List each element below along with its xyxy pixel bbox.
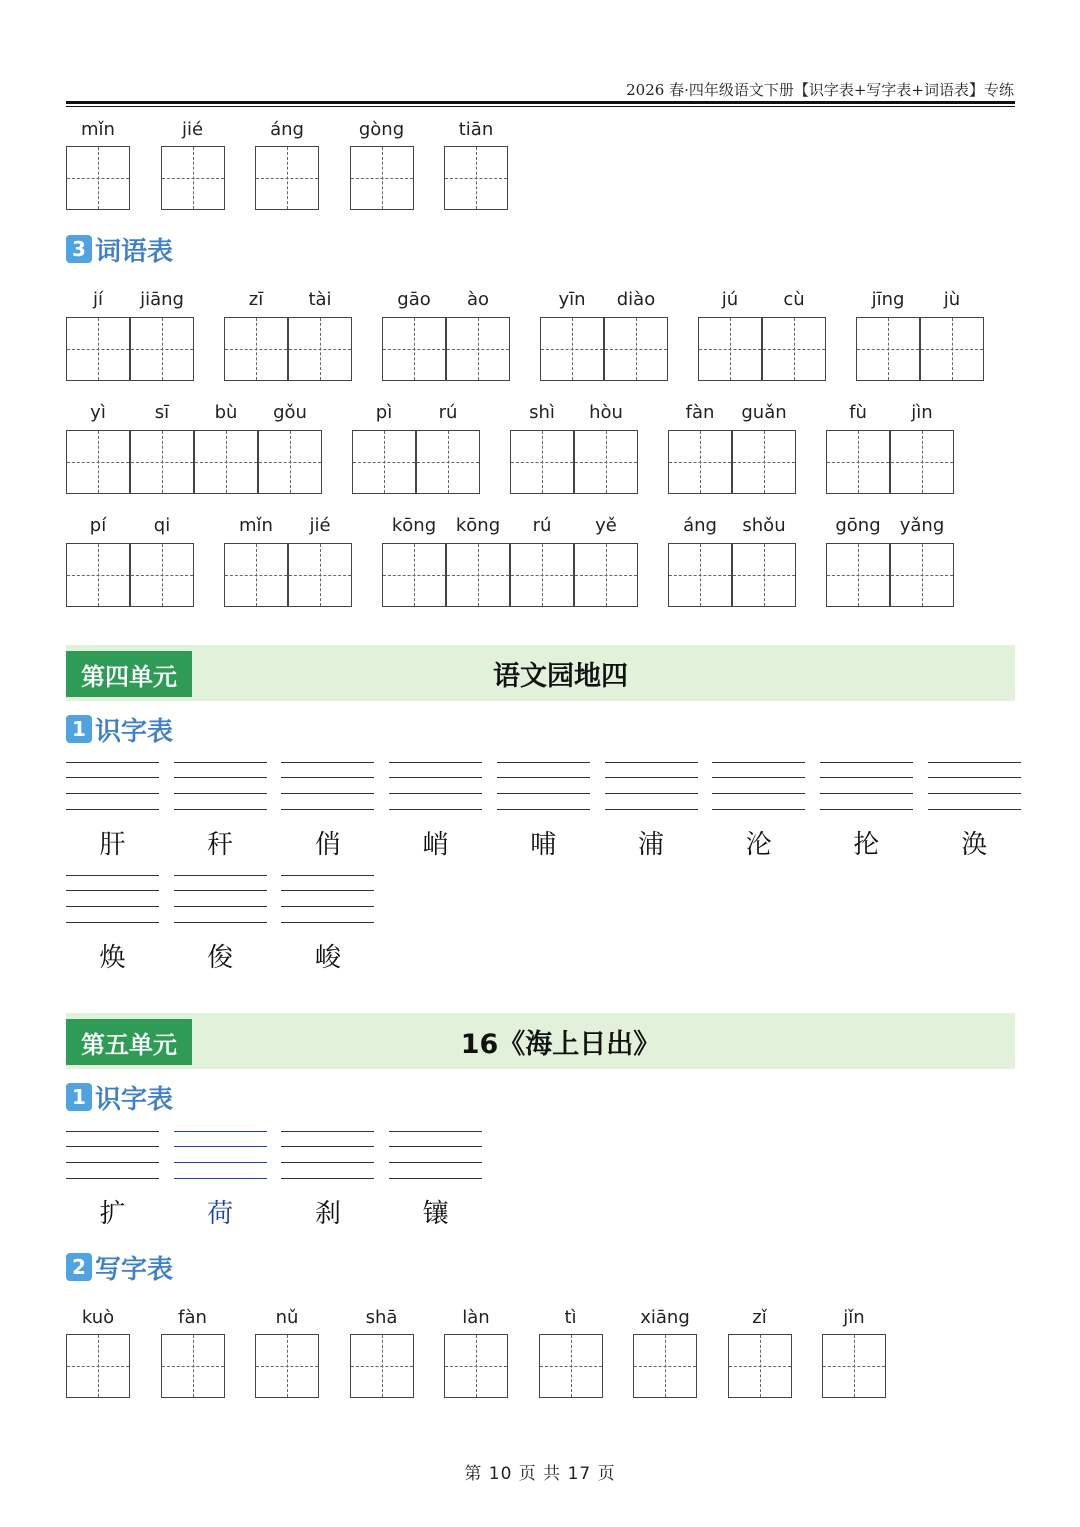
pinyin-label: bù (214, 402, 238, 423)
writing-box (890, 543, 954, 607)
pinyin-label: jiāng (140, 289, 184, 310)
writing-box (288, 543, 352, 607)
pinyin-label: làn (462, 1307, 490, 1328)
writing-box (130, 543, 194, 607)
writing-box (255, 1334, 319, 1398)
writing-box (446, 317, 510, 381)
pinyin-label: xiāng (640, 1307, 690, 1328)
pinyin-label: yǎng (899, 515, 945, 536)
pinyin-label: qi (153, 515, 171, 536)
pinyin-label: gòng (358, 119, 405, 140)
hanzi-char: 镶 (422, 1199, 449, 1229)
pinyin-label: mǐn (81, 119, 115, 140)
writing-box (732, 430, 796, 494)
writing-box (826, 543, 890, 607)
writing-box (350, 146, 414, 210)
pinyin-label: jǐn (843, 1307, 865, 1328)
writing-box (732, 543, 796, 607)
pinyin-label: áng (270, 119, 304, 140)
writing-box (66, 430, 130, 494)
hanzi-char: 峭 (422, 830, 449, 860)
section-heading-shizi-4 (66, 714, 174, 747)
pinyin-label: yě (595, 515, 617, 536)
pinyin-label: tài (308, 289, 332, 310)
unit-tag: 第五单元 (66, 1019, 192, 1065)
hanzi-char: 沦 (745, 830, 772, 860)
hanzi-char: 刹 (314, 1199, 341, 1229)
pinyin-label: áng (683, 515, 717, 536)
hanzi-char: 峻 (314, 943, 341, 973)
section-number-badge: 1 (66, 715, 92, 743)
pinyin-label: gǒu (273, 402, 307, 423)
hanzi-char: 浦 (637, 830, 664, 860)
writing-box (224, 543, 288, 607)
hanzi-char: 涣 (961, 830, 988, 860)
section-label: 识字表 (95, 716, 174, 747)
section-heading-ciyu (66, 234, 174, 267)
writing-box (224, 317, 288, 381)
pinyin-label: yì (90, 402, 106, 423)
writing-box (668, 543, 732, 607)
writing-box (890, 430, 954, 494)
writing-box (574, 543, 638, 607)
pinyin-label: sī (154, 402, 170, 423)
unit-tag: 第四单元 (66, 651, 192, 697)
writing-box (446, 543, 510, 607)
unit-title: 语文园地四 (493, 660, 628, 692)
writing-box (668, 430, 732, 494)
document-header-title: 2026 春·四年级语文下册【识字表+写字表+词语表】专练 (626, 81, 1014, 99)
pinyin-label: nǔ (275, 1307, 299, 1328)
pinyin-label: mǐn (239, 515, 273, 536)
pinyin-label: tiān (458, 119, 494, 140)
pinyin-label: jù (943, 289, 961, 310)
hanzi-char: 扩 (99, 1199, 126, 1229)
pinyin-lines (281, 875, 374, 923)
writing-box (66, 1334, 130, 1398)
section-label: 写字表 (95, 1254, 174, 1285)
pinyin-label: jìn (911, 402, 933, 423)
pinyin-label: jīng (871, 289, 905, 310)
section-label: 词语表 (95, 236, 174, 267)
pinyin-label: tì (564, 1307, 577, 1328)
pinyin-lines (66, 875, 159, 923)
pinyin-label: kuò (81, 1307, 115, 1328)
pinyin-label: ào (466, 289, 490, 310)
pinyin-lines (174, 762, 267, 810)
hanzi-char: 肝 (99, 830, 126, 860)
pinyin-lines (820, 762, 913, 810)
pinyin-label: zī (248, 289, 264, 310)
writing-box (826, 430, 890, 494)
section-label: 识字表 (95, 1084, 174, 1115)
pinyin-label: jié (309, 515, 331, 536)
writing-box (416, 430, 480, 494)
pinyin-label: diào (616, 289, 656, 310)
writing-box (728, 1334, 792, 1398)
writing-box (161, 1334, 225, 1398)
writing-box (444, 146, 508, 210)
writing-box (352, 430, 416, 494)
pinyin-lines (497, 762, 590, 810)
header-rule-thin (66, 106, 1015, 107)
unit-banner-4 (66, 645, 1015, 701)
pinyin-lines (389, 1131, 482, 1179)
writing-box (540, 317, 604, 381)
pinyin-lines (712, 762, 805, 810)
hanzi-char: 俊 (207, 943, 234, 973)
pinyin-label: shì (529, 402, 555, 423)
writing-box (762, 317, 826, 381)
pinyin-label: zǐ (752, 1307, 767, 1328)
writing-box (510, 543, 574, 607)
pinyin-label: fàn (178, 1307, 207, 1328)
writing-box (130, 430, 194, 494)
pinyin-label: yīn (558, 289, 586, 310)
hanzi-char: 俏 (314, 830, 341, 860)
writing-box (510, 430, 574, 494)
hanzi-char: 焕 (99, 943, 126, 973)
unit-title: 16《海上日出》 (460, 1028, 661, 1060)
pinyin-label: shǒu (742, 515, 786, 536)
pinyin-label: kōng (391, 515, 437, 536)
writing-box (161, 146, 225, 210)
pinyin-lines (66, 762, 159, 810)
hanzi-char: 哺 (530, 830, 557, 860)
pinyin-lines (928, 762, 1021, 810)
writing-box (382, 317, 446, 381)
writing-box (604, 317, 668, 381)
pinyin-label: jié (181, 119, 204, 140)
writing-box (539, 1334, 603, 1398)
pinyin-label: rú (532, 515, 552, 536)
writing-box (66, 543, 130, 607)
pinyin-lines (605, 762, 698, 810)
writing-box (350, 1334, 414, 1398)
pinyin-lines (174, 875, 267, 923)
pinyin-label: guǎn (741, 402, 787, 423)
pinyin-label: hòu (589, 402, 623, 423)
writing-box (258, 430, 322, 494)
writing-box (444, 1334, 508, 1398)
hanzi-char: 抡 (853, 830, 880, 860)
writing-box (920, 317, 984, 381)
writing-box (856, 317, 920, 381)
pinyin-lines (174, 1131, 267, 1179)
writing-box (574, 430, 638, 494)
writing-box (288, 317, 352, 381)
pinyin-label: gōng (835, 515, 881, 536)
pinyin-label: jí (92, 289, 103, 310)
pinyin-label: cù (783, 289, 805, 310)
writing-box (698, 317, 762, 381)
pinyin-lines (66, 1131, 159, 1179)
section-number-badge: 2 (66, 1253, 92, 1281)
writing-box (194, 430, 258, 494)
hanzi-char: 秆 (207, 830, 234, 860)
pinyin-label: fù (849, 402, 867, 423)
header-rule (66, 101, 1015, 104)
pinyin-lines (389, 762, 482, 810)
writing-box (66, 317, 130, 381)
section-number-badge: 3 (66, 235, 92, 263)
writing-box (822, 1334, 886, 1398)
section-heading-xiezi-5 (66, 1252, 174, 1285)
unit-banner-5 (66, 1013, 1015, 1069)
writing-box (66, 146, 130, 210)
pinyin-label: gāo (397, 289, 431, 310)
hanzi-char: 荷 (207, 1199, 234, 1229)
writing-box (255, 146, 319, 210)
section-number-badge: 1 (66, 1083, 92, 1111)
pinyin-label: kōng (455, 515, 501, 536)
pinyin-label: rú (438, 402, 458, 423)
pinyin-lines (281, 1131, 374, 1179)
pinyin-lines (281, 762, 374, 810)
pinyin-label: fàn (685, 402, 715, 423)
writing-box (633, 1334, 697, 1398)
section-heading-shizi-5 (66, 1082, 174, 1115)
writing-box (130, 317, 194, 381)
pinyin-label: pí (89, 515, 107, 536)
pinyin-label: jú (721, 289, 739, 310)
writing-box (382, 543, 446, 607)
page-footer: 第 10 页 共 17 页 (464, 1464, 616, 1484)
pinyin-label: shā (365, 1307, 398, 1328)
pinyin-label: pì (375, 402, 393, 423)
